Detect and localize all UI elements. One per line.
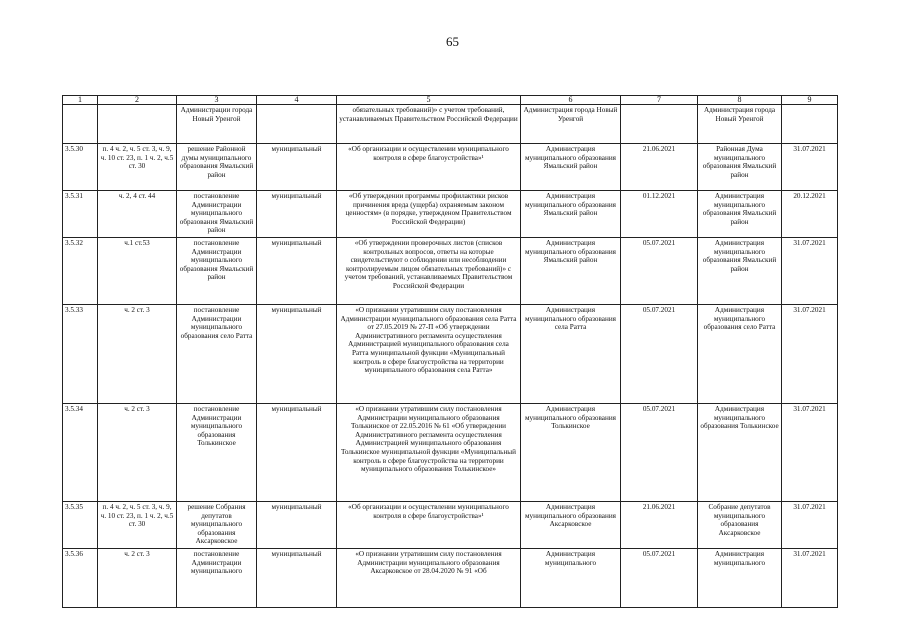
column-header: 8 <box>698 96 782 105</box>
cell-title: «О признании утратившим силу постановления Администрации муниципального образования Аксарковское от 28.04.2020 № 91 «Об <box>337 549 521 608</box>
cell-developer: Администрация муниципального образования Ямальский район <box>521 238 621 305</box>
cell-adopter: Администрация города Новый Уренгой <box>698 105 782 144</box>
cell-adopt-date: 31.07.2021 <box>782 144 838 191</box>
cell-level: муниципальный <box>257 305 337 404</box>
header-row <box>63 96 838 105</box>
cell-adopter: Администрация муниципального образования Ямальский район <box>698 191 782 238</box>
cell-number: 3.5.35 <box>63 502 98 549</box>
cell-number <box>63 105 98 144</box>
cell-adopt-date: 31.07.2021 <box>782 305 838 404</box>
cell-developer: Администрация города Новый Уренгой <box>521 105 621 144</box>
cell-submit-date: 01.12.2021 <box>621 191 698 238</box>
cell-adopt-date: 31.07.2021 <box>782 502 838 549</box>
cell-level: муниципальный <box>257 549 337 608</box>
cell-number: 3.5.32 <box>63 238 98 305</box>
cell-level: муниципальный <box>257 238 337 305</box>
cell-level: муниципальный <box>257 191 337 238</box>
table-row <box>63 305 838 404</box>
table-row <box>63 238 838 305</box>
column-header: 9 <box>782 96 838 105</box>
cell-title: «Об утверждении проверочных листов (списков контрольных вопросов, ответы на которые свидетельствуют о соблюдении или несоблюдении контролируемым лицом обязательных требований)» с учетом требований, устанавливаемых Правительством Российской Федерации <box>337 238 521 305</box>
cell-adopt-date <box>782 105 838 144</box>
cell-act-type: постановление Администрации муниципального образования Ямальский район <box>177 238 257 305</box>
cell-developer: Администрация муниципального образования Ямальский район <box>521 144 621 191</box>
cell-submit-date: 05.07.2021 <box>621 404 698 502</box>
cell-submit-date: 05.07.2021 <box>621 305 698 404</box>
column-header: 6 <box>521 96 621 105</box>
cell-developer: Администрация муниципального образования Ямальский район <box>521 191 621 238</box>
cell-submit-date: 21.06.2021 <box>621 144 698 191</box>
column-header: 7 <box>621 96 698 105</box>
table-row <box>63 191 838 238</box>
cell-submit-date: 05.07.2021 <box>621 238 698 305</box>
cell-adopter: Администрация муниципального образования Толькинское <box>698 404 782 502</box>
cell-title: «О признании утратившим силу постановления Администрации муниципального образования села Ратта от 27.05.2019 № 27-П «Об утверждении Административного регламента осуществления Администрацией муниципального образования села Ратта муниципальной функции «Муниципальный контроль в сфере благоустройства на территории муниципального образования села Ратта» <box>337 305 521 404</box>
cell-developer: Администрация муниципального образования Толькинское <box>521 404 621 502</box>
cell-adopt-date: 20.12.2021 <box>782 191 838 238</box>
column-header: 2 <box>98 96 177 105</box>
cell-level: муниципальный <box>257 404 337 502</box>
cell-number: 3.5.30 <box>63 144 98 191</box>
cell-developer: Администрация муниципального <box>521 549 621 608</box>
cell-article: ч.1 ст.53 <box>98 238 177 305</box>
cell-title: «Об утверждении программы профилактики рисков причинения вреда (ущерба) охраняемым законом ценностям» (в порядке, утвержденом Правительством Российской Федерации) <box>337 191 521 238</box>
cell-title: обязательных требований)» с учетом требований, устанавливаемых Правительством Российской Федерации <box>337 105 521 144</box>
cell-article: ч. 2, 4 ст. 44 <box>98 191 177 238</box>
cell-act-type: решение Районной думы муниципального образования Ямальский район <box>177 144 257 191</box>
cell-adopter: Собрание депутатов муниципального образования Аксарковское <box>698 502 782 549</box>
cell-act-type: постановление Администрации муниципального образования Толькинское <box>177 404 257 502</box>
cell-number: 3.5.33 <box>63 305 98 404</box>
table-row <box>63 404 838 502</box>
cell-article: п. 4 ч. 2, ч. 5 ст. 3, ч. 9, ч. 10 ст. 23, п. 1 ч. 2, ч.5 ст. 30 <box>98 144 177 191</box>
column-header: 4 <box>257 96 337 105</box>
cell-adopt-date: 31.07.2021 <box>782 549 838 608</box>
cell-article: ч. 2 ст. 3 <box>98 404 177 502</box>
cell-article: ч. 2 ст. 3 <box>98 305 177 404</box>
cell-article: п. 4 ч. 2, ч. 5 ст. 3, ч. 9, ч. 10 ст. 23, п. 1 ч. 2, ч.5 ст. 30 <box>98 502 177 549</box>
cell-submit-date: 21.06.2021 <box>621 502 698 549</box>
cell-number: 3.5.34 <box>63 404 98 502</box>
cell-title: «Об организации и осуществлении муниципального контроля в сфере благоустройства»¹ <box>337 502 521 549</box>
page-number: 65 <box>446 34 459 49</box>
cell-adopter: Районная Дума муниципального образования Ямальский район <box>698 144 782 191</box>
table-row <box>63 549 838 608</box>
column-header: 5 <box>337 96 521 105</box>
cell-article: ч. 2 ст. 3 <box>98 549 177 608</box>
cell-adopter: Администрация муниципального <box>698 549 782 608</box>
cell-act-type: постановление Администрации муниципального <box>177 549 257 608</box>
cell-level: муниципальный <box>257 502 337 549</box>
cell-article <box>98 105 177 144</box>
cell-act-type: решение Собрания депутатов муниципального образования Аксарковское <box>177 502 257 549</box>
registry-table <box>62 95 838 608</box>
cell-title: «Об организации и осуществлении муниципального контроля в сфере благоустройства»¹ <box>337 144 521 191</box>
cell-adopt-date: 31.07.2021 <box>782 404 838 502</box>
cell-adopter: Администрация муниципального образования село Ратта <box>698 305 782 404</box>
table-row <box>63 502 838 549</box>
cell-title: «О признании утратившим силу постановления Администрации муниципального образования Толькинское от 22.05.2016 № 61 «Об утверждении Административного регламента осуществления Администрацией муниципального образования Толькинское муниципальной функции «Муниципальный контроль в сфере благоустройства на территории муниципального образования Толькинское» <box>337 404 521 502</box>
cell-adopt-date: 31.07.2021 <box>782 238 838 305</box>
table-row <box>63 105 838 144</box>
cell-submit-date: 05.07.2021 <box>621 549 698 608</box>
cell-act-type: постановление Администрации муниципального образования село Ратта <box>177 305 257 404</box>
cell-level: муниципальный <box>257 144 337 191</box>
cell-act-type: Администрации города Новый Уренгой <box>177 105 257 144</box>
column-header: 3 <box>177 96 257 105</box>
cell-act-type: постановление Администрации муниципального образования Ямальский район <box>177 191 257 238</box>
cell-developer: Администрация муниципального образования Аксарковское <box>521 502 621 549</box>
cell-developer: Администрация муниципального образования села Ратта <box>521 305 621 404</box>
table-row <box>63 144 838 191</box>
column-header: 1 <box>63 96 98 105</box>
cell-level <box>257 105 337 144</box>
cell-number: 3.5.31 <box>63 191 98 238</box>
cell-submit-date <box>621 105 698 144</box>
cell-adopter: Администрация муниципального образования Ямальский район <box>698 238 782 305</box>
cell-number: 3.5.36 <box>63 549 98 608</box>
